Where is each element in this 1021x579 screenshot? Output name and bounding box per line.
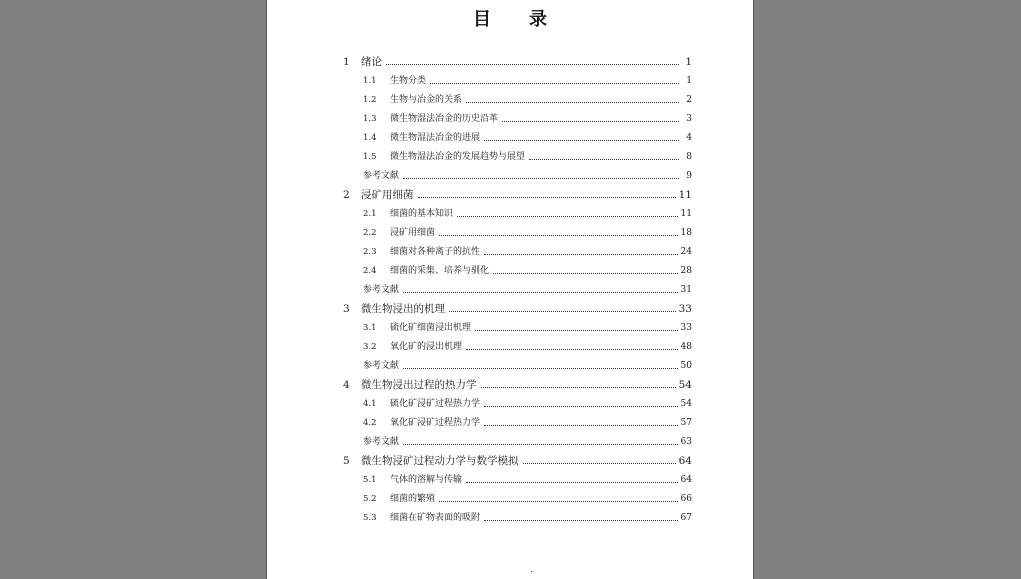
toc-entry[interactable]: 2.1 细菌的基本知识 11 (363, 209, 692, 219)
title-char-1: 目 (473, 9, 491, 30)
toc-entry[interactable]: 2.4 细菌的采集、培养与驯化 28 (363, 266, 692, 276)
toc-entry-title: 氧化矿浸矿过程热力学 (390, 418, 481, 428)
toc-entry[interactable]: 3.1 硫化矿细菌浸出机理 33 (363, 323, 692, 333)
toc-entry[interactable]: 3.2 氧化矿的浸出机理 48 (363, 342, 692, 352)
toc-entry-title: 生物与冶金的关系 (390, 95, 463, 105)
toc-entry[interactable]: 1 绪论 1 (343, 56, 692, 68)
toc-entry-page: 33 (678, 303, 692, 315)
toc-entry-title: 微生物湿法冶金的发展趋势与展望 (390, 152, 526, 162)
toc-entry[interactable]: 1.1 生物分类 1 (363, 76, 692, 86)
toc-entry[interactable]: 4.2 氧化矿浸矿过程热力学 57 (363, 418, 692, 428)
toc-entry[interactable]: 1.2 生物与冶金的关系 2 (363, 95, 692, 105)
toc-entry-title: 微生物湿法冶金的历史沿革 (390, 114, 499, 124)
toc-entry-page: 64 (678, 455, 692, 467)
toc-entry-title: 细菌的基本知识 (390, 209, 454, 219)
toc-entry[interactable]: 4.1 硫化矿浸矿过程热力学 54 (363, 399, 692, 409)
toc-entry-page: 48 (680, 342, 692, 352)
toc-entry-page: 57 (680, 418, 692, 428)
toc-entry-title: 硫化矿浸矿过程热力学 (390, 399, 481, 409)
toc-entry[interactable] (363, 432, 692, 448)
toc-entry-page: 11 (680, 209, 692, 219)
toc-entry-page: 54 (680, 399, 692, 409)
page-footer-mark (531, 571, 532, 572)
toc-entry-title: 细菌的繁殖 (390, 494, 436, 504)
toc-entry-page: 67 (680, 513, 692, 523)
toc-entry-title: 氧化矿的浸出机理 (390, 342, 463, 352)
toc-entry[interactable]: 5.2 细菌的繁殖 66 (363, 494, 692, 504)
toc-entry-page: 66 (680, 494, 692, 504)
toc-entry-title: 参考文献 (363, 437, 400, 447)
toc-entry-page: 1 (685, 56, 692, 68)
toc-entry-page: 8 (686, 152, 692, 162)
toc-entry-page: 50 (680, 361, 692, 371)
toc-entry-page: 64 (680, 475, 692, 485)
toc-entry[interactable]: 1.4 微生物湿法冶金的进展 4 (363, 133, 692, 143)
toc-entry[interactable] (363, 280, 692, 296)
toc-entry-page: 63 (680, 437, 692, 447)
toc-entry-title: 微生物浸出过程的热力学 (361, 379, 477, 391)
toc-entry[interactable]: 5 微生物浸矿过程动力学与数学模拟 64 (343, 455, 692, 467)
toc-entry-page: 3 (686, 114, 692, 124)
document-page (266, 0, 754, 579)
toc-entry-title: 细菌在矿物表面的吸附 (390, 513, 481, 523)
toc-entry-page: 31 (680, 285, 692, 295)
toc-entry[interactable]: 4 微生物浸出过程的热力学 54 (343, 379, 692, 391)
toc-entry-title: 浸矿用细菌 (390, 228, 436, 238)
toc-entry[interactable] (363, 166, 692, 182)
page-title (267, 5, 753, 31)
toc-entry-title: 参考文献 (363, 285, 400, 295)
toc-entry-title: 硫化矿细菌浸出机理 (390, 323, 472, 333)
toc-entry-page: 54 (678, 379, 692, 391)
toc-entry[interactable]: 1.3 微生物湿法冶金的历史沿革 3 (363, 114, 692, 124)
toc-entry-title: 微生物浸出的机理 (361, 303, 445, 315)
toc-entry[interactable]: 2.3 细菌对各种离子的抗性 24 (363, 247, 692, 257)
title-char-2: 录 (529, 9, 547, 30)
toc-entry-page: 2 (686, 95, 692, 105)
toc-entry-page: 1 (686, 76, 692, 86)
toc-entry-page: 24 (680, 247, 692, 257)
toc-entry-page: 18 (680, 228, 692, 238)
toc-entry[interactable]: 2.2 浸矿用细菌 18 (363, 228, 692, 238)
toc-entry-title: 气体的溶解与传输 (390, 475, 463, 485)
toc-entry-page: 9 (686, 171, 692, 181)
toc-entry-title: 参考文献 (363, 361, 400, 371)
toc-entry-title: 微生物浸矿过程动力学与数学模拟 (361, 455, 519, 467)
toc-entry[interactable]: 5.3 细菌在矿物表面的吸附 67 (363, 513, 692, 523)
toc-entry-title: 浸矿用细菌 (361, 189, 414, 201)
toc-entry[interactable] (363, 356, 692, 372)
toc-entry-page: 33 (680, 323, 692, 333)
toc-entry-page: 4 (686, 133, 692, 143)
toc-entry[interactable]: 3 微生物浸出的机理 33 (343, 303, 692, 315)
toc-entry-title: 绪论 (361, 56, 382, 68)
toc-entry-page: 11 (678, 189, 692, 201)
toc-entry-title: 参考文献 (363, 171, 400, 181)
toc-entry[interactable]: 2 浸矿用细菌 11 (343, 189, 692, 201)
toc-entry-title: 细菌的采集、培养与驯化 (390, 266, 490, 276)
toc-entry[interactable]: 5.1 气体的溶解与传输 64 (363, 475, 692, 485)
toc-entry-title: 微生物湿法冶金的进展 (390, 133, 481, 143)
toc-entry-title: 生物分类 (390, 76, 427, 86)
toc-entry-title: 细菌对各种离子的抗性 (390, 247, 481, 257)
toc-entry[interactable]: 1.5 微生物湿法冶金的发展趋势与展望 8 (363, 152, 692, 162)
toc-entry-page: 28 (680, 266, 692, 276)
